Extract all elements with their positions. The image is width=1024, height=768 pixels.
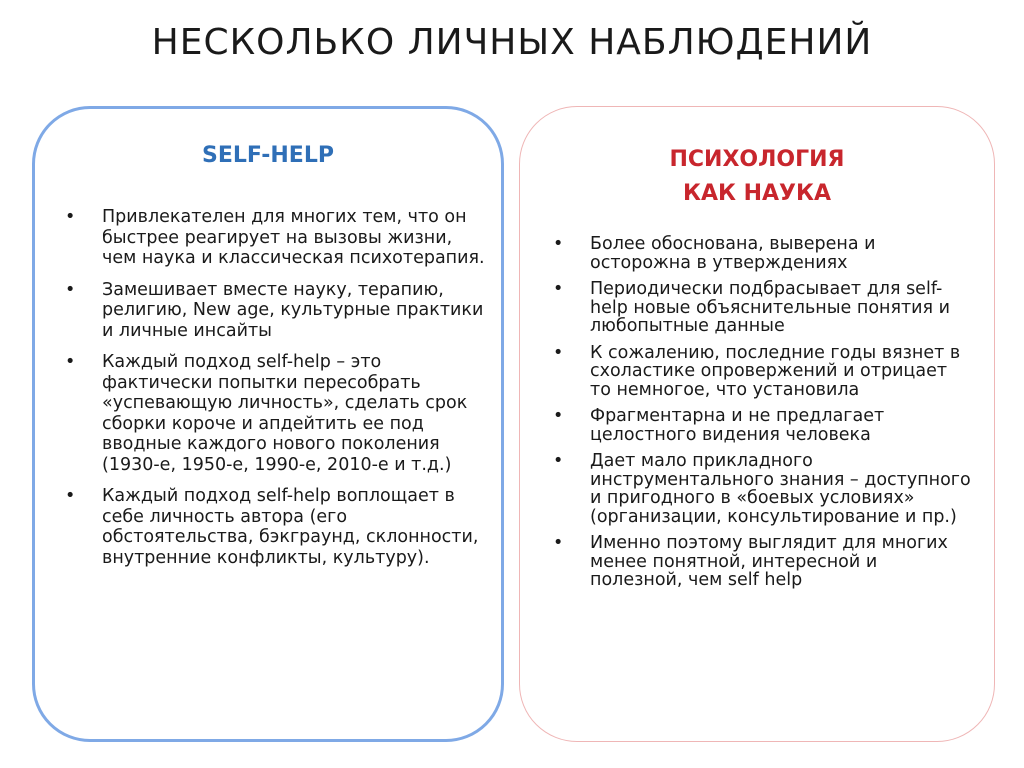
psychology-heading-line2: КАК НАУКА — [682, 181, 832, 206]
bullet-icon: • — [553, 234, 564, 254]
list-item — [65, 486, 490, 568]
self-help-panel — [32, 106, 504, 742]
list-item-text: Более обоснована, выверена и осторожна в утверждениях — [590, 234, 876, 273]
list-item-text: Каждый подход self-help воплощает в себе личность автора (его обстоятельства, бэкграунд, склонности, внутренние конфликты, культуру). — [102, 486, 479, 568]
list-item-text: Именно поэтому выглядит для многих менее понятной, интересной и полезной, чем self help — [590, 533, 948, 590]
bullet-icon: • — [65, 279, 76, 300]
list-item — [553, 452, 973, 526]
self-help-heading: SELF-HELP — [202, 143, 334, 168]
list-item-text: Привлекателен для многих тем, что он быстрее реагирует на вызовы жизни, чем наука и классическая психотерапия. — [102, 207, 485, 268]
psychology-list — [553, 235, 973, 598]
list-item — [553, 235, 973, 272]
bullet-icon: • — [65, 352, 76, 372]
bullet-icon: • — [553, 342, 564, 363]
list-item-text: Замешивает вместе науку, терапию, религию, New age, культурные практики и личные инсайты — [102, 279, 484, 341]
bullet-icon: • — [553, 533, 564, 553]
bullet-icon: • — [65, 207, 76, 227]
list-item — [553, 534, 973, 590]
list-item — [553, 407, 973, 444]
list-item-text: К сожалению, последние годы вязнет в схоластике опровержений и отрицает то немногое, что установила — [590, 342, 961, 400]
list-item-text: Периодически подбрасывает для self-help новые объяснительные понятия и любопытные данные — [590, 279, 951, 336]
slide-title: НЕСКОЛЬКО ЛИЧНЫХ НАБЛЮДЕНИЙ — [151, 22, 873, 63]
list-item — [65, 280, 490, 342]
psychology-heading-line1: ПСИХОЛОГИЯ — [669, 147, 845, 172]
psychology-heading — [520, 143, 994, 211]
list-item — [65, 207, 490, 269]
self-help-list — [65, 207, 490, 579]
psychology-panel — [519, 106, 995, 742]
list-item-text: Каждый подход self-help – это фактически попытки пересобрать «успевающую личность», сделать срок сборки короче и апдейтить ее под вводные каждого нового поколения (1930-е, 1950-е, 1990-е, 2010-е и т.д.) — [102, 352, 468, 475]
bullet-icon: • — [553, 406, 564, 426]
list-item-text: Дает мало прикладного инструментального знания – доступного и пригодного в «боевых условиях» (организации, консультирование и пр.) — [590, 451, 971, 527]
list-item — [553, 344, 973, 400]
bullet-icon: • — [65, 486, 76, 506]
list-item — [65, 352, 490, 475]
bullet-icon: • — [553, 451, 564, 471]
list-item-text: Фрагментарна и не предлагает целостного видения человека — [590, 406, 885, 445]
list-item — [553, 280, 973, 336]
bullet-icon: • — [553, 279, 564, 299]
